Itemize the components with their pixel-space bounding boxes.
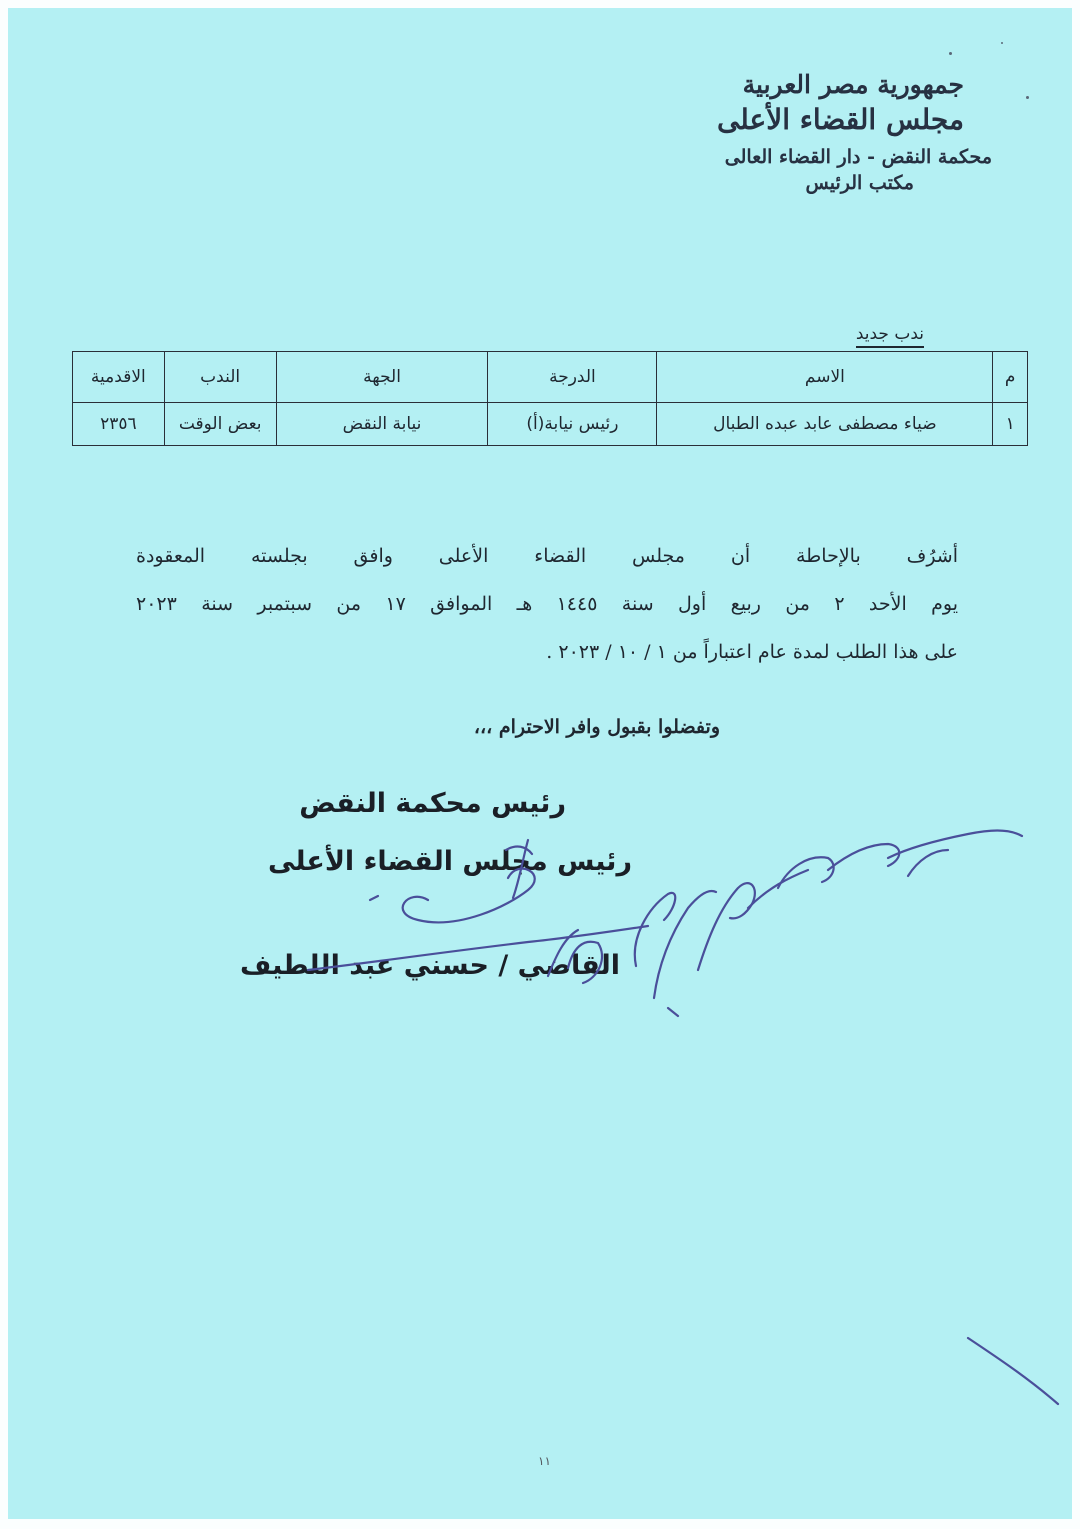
table-row	[73, 403, 1028, 446]
body-line-2: يوم الأحد ٢ من ربيع أول سنة ١٤٤٥ هـ الموافق ١٧ من سبتمبر سنة ٢٠٢٣	[136, 593, 959, 615]
page-number: ١١	[538, 1454, 551, 1468]
signatory-title-council: رئيس مجلس القضاء الأعلى	[268, 846, 632, 877]
letterhead-office: مكتب الرئيس	[805, 172, 914, 194]
scan-speck	[949, 52, 952, 55]
header-grade: الدرجة	[488, 352, 657, 403]
signatory-title-court: رئيس محكمة النقض	[299, 788, 566, 819]
document-subject: ندب جديد	[856, 324, 924, 348]
cell-assignment: بعض الوقت	[164, 403, 276, 446]
scan-speck	[1001, 42, 1003, 44]
body-line-1: أشرُف بالإحاطة أن مجلس القضاء الأعلى وافق بجلسته المعقودة	[136, 545, 958, 567]
header-name: الاسم	[657, 352, 993, 403]
handwritten-signature	[8, 8, 1072, 1519]
cell-seniority: ٢٣٥٦	[73, 403, 165, 446]
letterhead-country: جمهورية مصر العربية	[742, 70, 964, 99]
assignment-table	[72, 351, 1028, 446]
letterhead-court: محكمة النقض - دار القضاء العالى	[724, 146, 992, 168]
header-no: م	[993, 352, 1028, 403]
signatory-name: القاضي / حسني عبد اللطيف	[239, 950, 620, 981]
scan-speck	[1026, 96, 1029, 99]
cell-grade: رئيس نيابة(أ)	[488, 403, 657, 446]
letterhead-council: مجلس القضاء الأعلى	[716, 103, 964, 136]
header-seniority: الاقدمية	[73, 352, 165, 403]
header-assignment: الندب	[164, 352, 276, 403]
document-page	[8, 8, 1072, 1519]
cell-no: ١	[993, 403, 1028, 446]
table-header-row	[73, 352, 1028, 403]
body-line-3: على هذا الطلب لمدة عام اعتباراً من ١ / ١٠ / ٢٠٢٣ .	[546, 641, 958, 663]
closing-salutation: وتفضلوا بقبول وافر الاحترام ،،،	[473, 716, 720, 738]
cell-entity: نيابة النقض	[276, 403, 488, 446]
letterhead	[544, 70, 992, 194]
header-entity: الجهة	[276, 352, 488, 403]
body-paragraph	[136, 532, 958, 676]
cell-name: ضياء مصطفى عابد عبده الطبال	[657, 403, 993, 446]
